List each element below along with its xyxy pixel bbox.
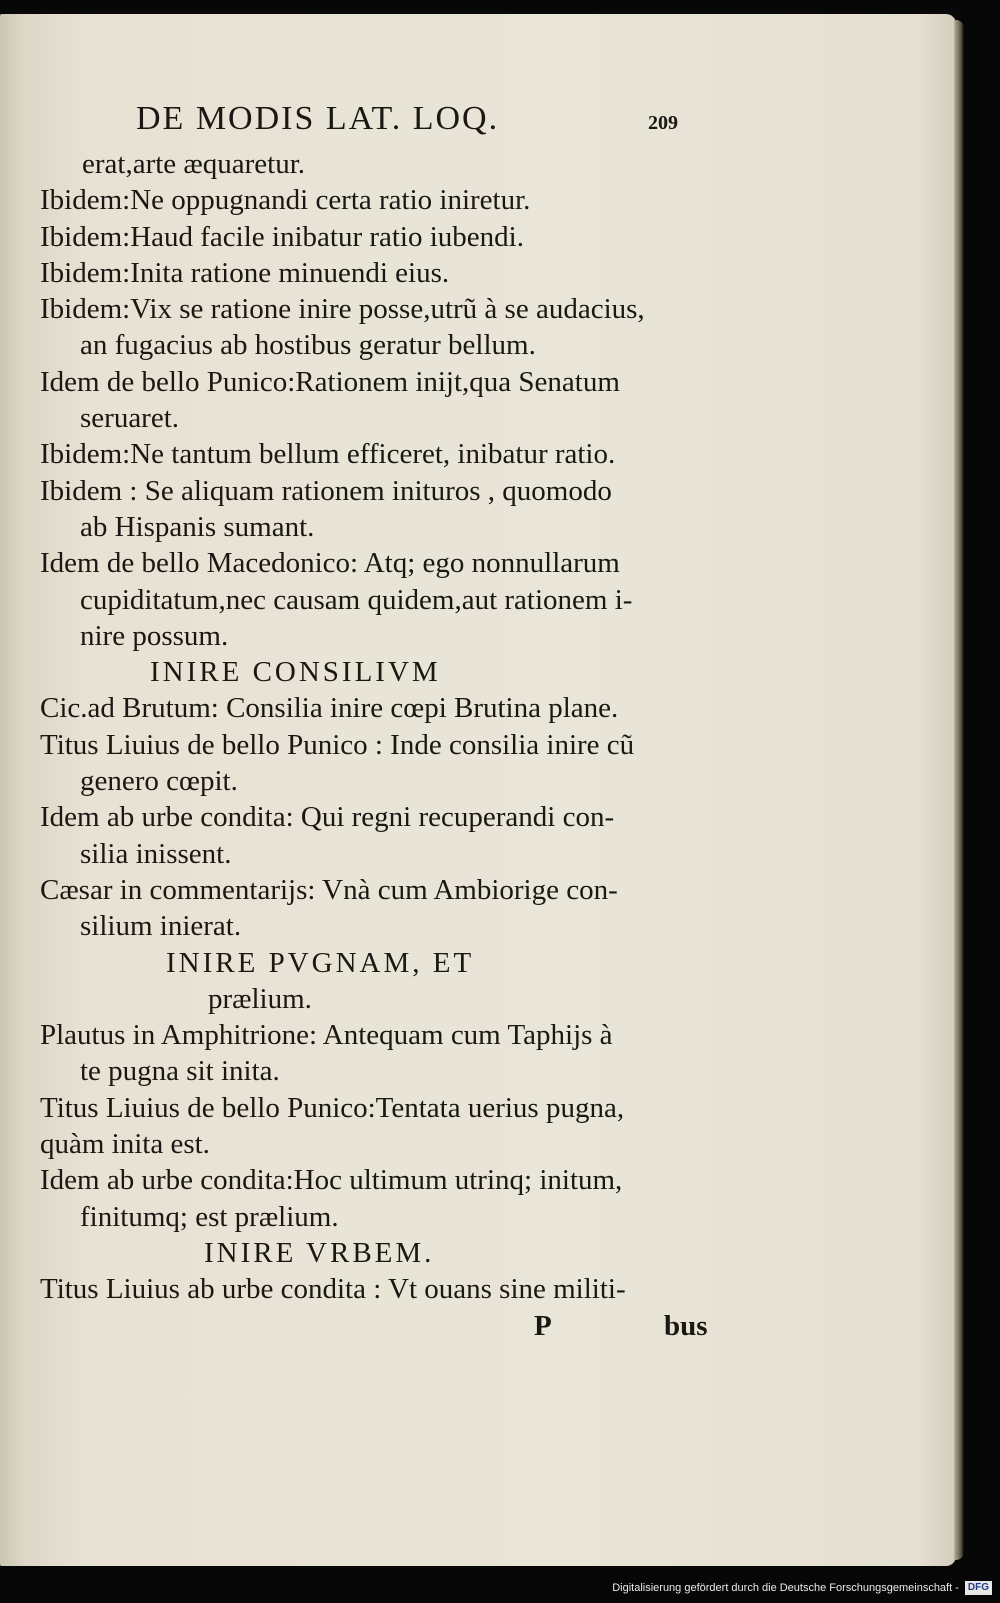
section-heading-consilium: INIRE CONSILIVM: [150, 656, 441, 689]
digitization-credit: [0, 1575, 992, 1601]
dfg-logo: DFG: [965, 1581, 992, 1595]
text-line: Titus Liuius de bello Punico:Tentata uerius pugna,: [40, 1091, 625, 1124]
text-line: Ibidem : Se aliquam rationem inituros , quomodo: [40, 474, 612, 507]
text-line: genero cœpit.: [80, 765, 238, 798]
text-line: Ibidem:Haud facile inibatur ratio iubendi.: [40, 220, 524, 253]
text-line: Idem ab urbe condita:Hoc ultimum utrinq; initum,: [40, 1164, 623, 1197]
page-foot: [40, 1308, 730, 1344]
text-line: Ibidem:Vix se ratione inire posse,utrũ à se audacius,: [40, 293, 645, 326]
text-line: nire possum.: [80, 619, 229, 652]
text-line: te pugna sit inita.: [80, 1055, 280, 1088]
text-line: Idem de bello Macedonico: Atq; ego nonnullarum: [40, 547, 620, 580]
section-heading-pugnam-continued: prælium.: [208, 982, 312, 1015]
text-line: seruaret.: [80, 402, 180, 435]
section-heading-urbem: INIRE VRBEM.: [204, 1236, 435, 1269]
text-line: silia inissent.: [80, 837, 232, 870]
folio-number: 209: [648, 112, 678, 134]
text-line: Ibidem:Ne tantum bellum efficeret, inibatur ratio.: [40, 438, 616, 471]
page-edge: [954, 20, 964, 1560]
signature-mark: P: [534, 1309, 552, 1342]
text-line: Ibidem:Inita ratione minuendi eius.: [40, 256, 450, 289]
text-line: an fugacius ab hostibus geratur bellum.: [80, 329, 536, 362]
text-line: erat,arte æquaretur.: [82, 148, 306, 180]
text-line: cupiditatum,nec causam quidem,aut rationem i-: [80, 583, 633, 616]
text-line: Titus Liuius ab urbe condita : Vt ouans sine militi-: [40, 1273, 626, 1306]
text-line: Cæsar in commentarijs: Vnà cum Ambiorige con-: [40, 873, 618, 906]
credit-text: Digitalisierung gefördert durch die Deutsche Forschungsgemeinschaft -: [612, 1582, 959, 1594]
text-line: silium inierat.: [80, 910, 242, 943]
text-block: [40, 100, 730, 1344]
text-line: finitumq; est prælium.: [80, 1200, 339, 1233]
text-line: Idem de bello Punico:Rationem inijt,qua Senatum: [40, 365, 620, 398]
text-line: Idem ab urbe condita: Qui regni recuperandi con-: [40, 801, 615, 834]
text-line: quàm inita est.: [40, 1128, 210, 1161]
running-title: DE MODIS LAT. LOQ.: [136, 100, 500, 137]
catchword: bus: [664, 1309, 708, 1342]
text-line: Plautus in Amphitrione: Antequam cum Taphijs à: [40, 1019, 613, 1052]
text-line: Cic.ad Brutum: Consilia inire cœpi Brutina plane.: [40, 692, 619, 725]
text-line: ab Hispanis sumant.: [80, 510, 315, 543]
section-heading-pugnam: INIRE PVGNAM, ET: [166, 946, 475, 979]
text-line: Titus Liuius de bello Punico : Inde consilia inire cũ: [40, 728, 635, 761]
text-line: Ibidem:Ne oppugnandi certa ratio iniretur.: [40, 184, 531, 217]
running-head: [40, 100, 730, 146]
